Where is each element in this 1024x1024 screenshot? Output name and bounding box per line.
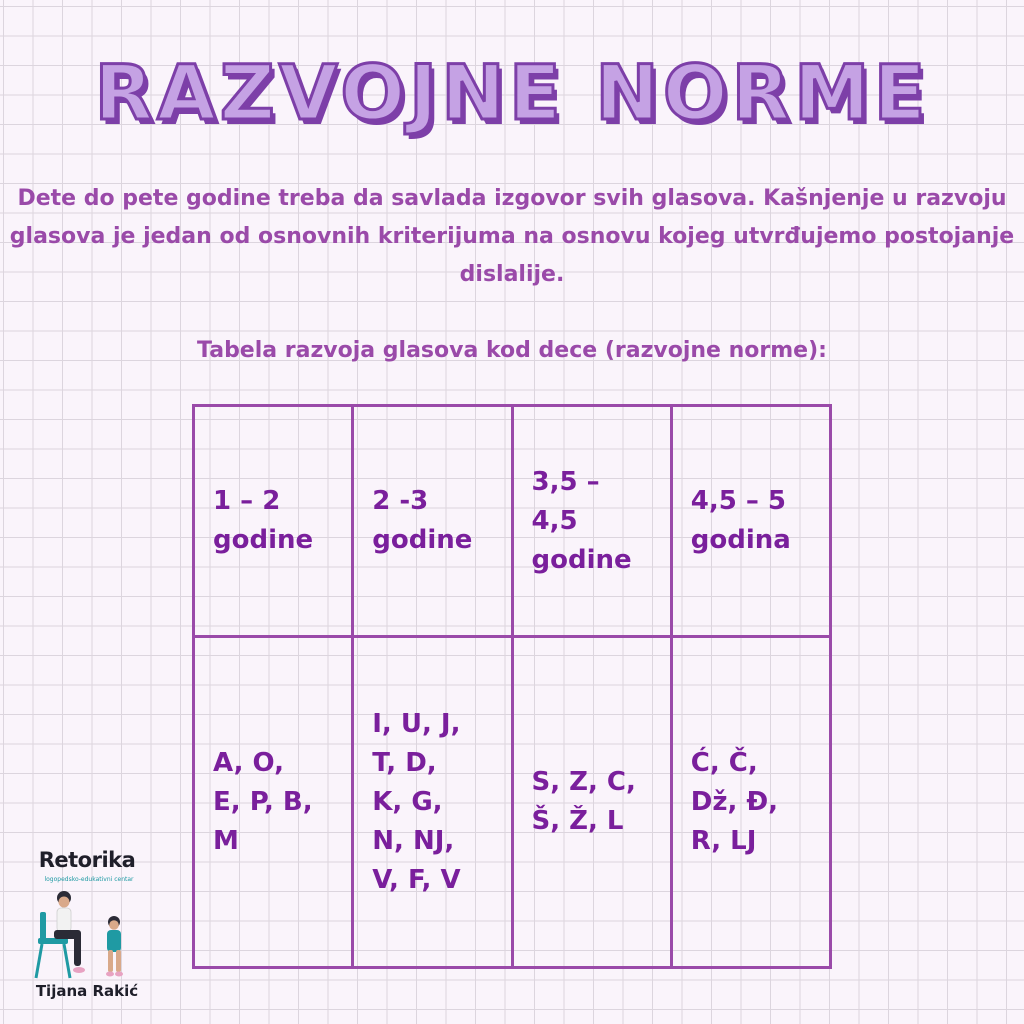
table-sounds-row: [194, 637, 831, 968]
retorika-logo: [24, 840, 150, 1015]
sounds-cell-age-2-3: I, U, J, T, D, K, G, N, NJ, V, F, V: [353, 637, 512, 968]
intro-paragraph: Dete do pete godine treba da savlada izgovor svih glasova. Kašnjenje u razvoju glasova je jedan od osnovnih kriterijuma na osnovu kojeg utvrđujemo postojanje dislalije.: [9, 186, 1015, 287]
sounds-cell-age-4-5-5: Ć, Č, Dž, Đ, R, LJ: [671, 637, 830, 968]
development-norms-table: [192, 404, 832, 969]
page-title: RAZVOJNE NORME: [94, 48, 930, 137]
logo-title: Retorika: [38, 848, 136, 872]
header-cell-age-1-2: 1 – 2 godine: [194, 406, 353, 637]
header-cell-age-2-3: 2 -3 godine: [353, 406, 512, 637]
header-cell-age-3-5-4-5: 3,5 – 4,5 godine: [512, 406, 671, 637]
therapist-and-child-illustration-icon: [30, 888, 144, 980]
sounds-cell-age-1-2: A, O, E, P, B, M: [194, 637, 353, 968]
logo-author-name: Tijana Rakić: [35, 982, 139, 1000]
header-cell-age-4-5-5: 4,5 – 5 godina: [671, 406, 830, 637]
sounds-cell-age-3-5-4-5: S, Z, C, Š, Ž, L: [512, 637, 671, 968]
logo-subtitle: logopedsko-edukativni centar: [44, 876, 134, 883]
table-header-row: [194, 406, 831, 637]
table-caption: Tabela razvoja glasova kod dece (razvojne norme):: [197, 338, 827, 363]
title-container: [0, 48, 1024, 137]
